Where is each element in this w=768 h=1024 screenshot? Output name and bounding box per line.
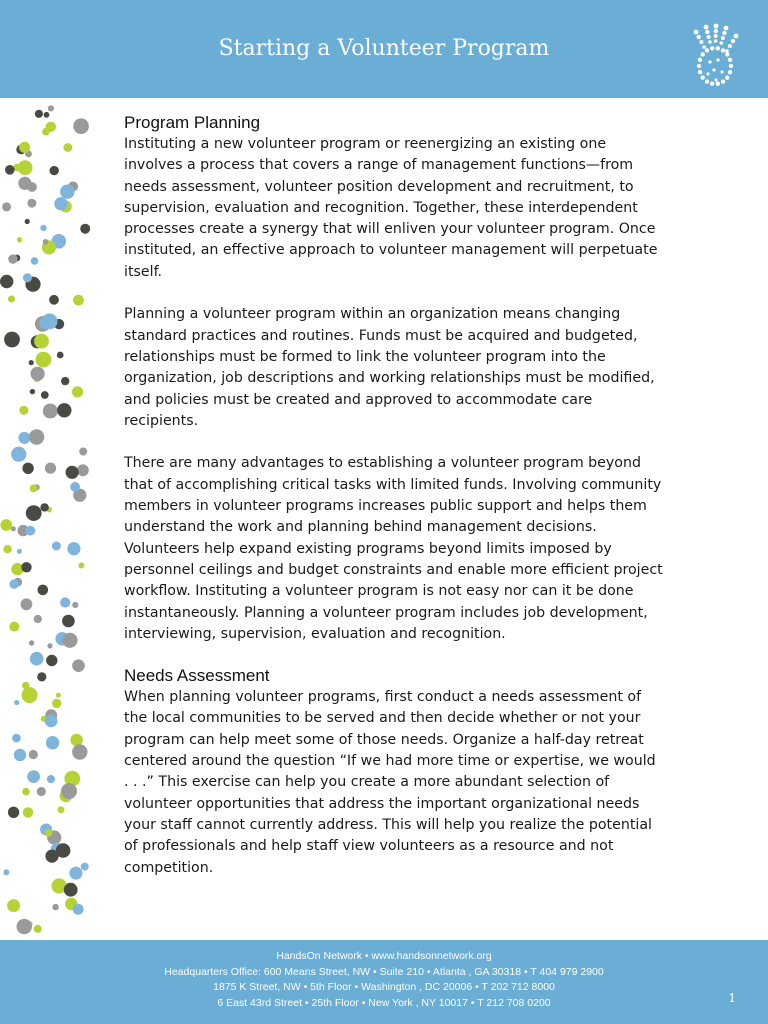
decorative-dot (3, 869, 9, 875)
decorative-dot (69, 867, 82, 880)
logo-dot (722, 31, 726, 35)
decorative-dot (62, 633, 77, 648)
decorative-dot (14, 700, 19, 705)
footer-line: 6 East 43rd Street • 25th Floor • New York , NY 10017 • T 212 708 0200 (217, 996, 551, 1009)
decorative-dot (0, 519, 12, 531)
decorative-dot (46, 122, 56, 132)
decorative-dot (8, 807, 19, 818)
decorative-dot (30, 652, 44, 666)
logo-dot (710, 46, 714, 50)
logo-dot (728, 58, 732, 62)
decorative-dot (9, 579, 19, 589)
logo-dot (714, 39, 718, 43)
logo-dot (705, 48, 709, 52)
decorative-dot (45, 829, 53, 837)
logo-dot (706, 72, 709, 75)
decorative-dot (73, 295, 84, 306)
logo-dot (694, 30, 699, 35)
logo-dot (710, 82, 714, 86)
logo-dot (721, 36, 725, 40)
page-footer (0, 940, 768, 1024)
logo-dot (721, 48, 725, 52)
logo-dot (714, 34, 718, 38)
logo-dot (716, 58, 719, 61)
decorative-dot (8, 254, 17, 263)
decorative-dot (46, 736, 59, 749)
page-number: 1 (728, 991, 736, 1005)
logo-dot (708, 40, 712, 44)
decorative-dot (34, 925, 42, 933)
section-heading: Needs Assessment (124, 666, 270, 686)
decorative-dot (52, 699, 61, 708)
decorative-dot (21, 562, 31, 572)
decorative-dot (21, 598, 33, 610)
decorative-dot (54, 197, 67, 210)
decorative-dot (61, 377, 69, 385)
decorative-dot (40, 503, 48, 511)
decorative-dot (45, 715, 58, 728)
logo-dot (712, 68, 715, 71)
logo-dot (698, 70, 702, 74)
decorative-dot (22, 463, 33, 474)
decorative-dot (37, 787, 46, 796)
logo-dot (724, 26, 729, 31)
decorative-dot (72, 659, 85, 672)
decorative-dot (72, 744, 87, 759)
decorative-dot (14, 749, 26, 761)
decorative-dot (29, 429, 44, 444)
logo-dot (716, 82, 720, 86)
decorative-dot (47, 643, 52, 648)
handprint-logo-icon (682, 22, 748, 94)
section-program-planning (124, 112, 664, 645)
decorative-dot (27, 199, 36, 208)
decorative-dot (45, 850, 58, 863)
decorative-dot (19, 142, 30, 153)
footer-line: Headquarters Office: 600 Means Street, NW • Suite 210 • Atlanta , GA 30318 • T 404 979 2900 (164, 965, 604, 978)
decorative-dot (46, 655, 57, 666)
decorative-dot (58, 806, 65, 813)
logo-dot (729, 64, 733, 68)
decorative-dot (52, 542, 61, 551)
decorative-dot (57, 403, 71, 417)
footer-line: 1875 K Street, NW • 5th Floor • Washington , DC 20006 • T 202 712 8000 (213, 981, 555, 993)
logo-dot (714, 29, 718, 33)
logo-dot (698, 58, 702, 62)
decorative-dot (62, 615, 75, 628)
decorative-dot (70, 482, 80, 492)
decorative-dot (18, 432, 30, 444)
footer-line: HandsOn Network • www.handsonnetwork.org (276, 950, 492, 962)
decorative-dot (30, 367, 44, 381)
logo-dot (725, 49, 729, 53)
decorative-dot (47, 775, 55, 783)
decorative-dot (49, 295, 59, 305)
decorative-dot (0, 275, 13, 288)
logo-dot (705, 79, 709, 83)
decorative-dot (42, 314, 58, 330)
decorative-dot (18, 177, 31, 190)
logo-dot (728, 44, 732, 48)
decorative-dot (23, 273, 32, 282)
decorative-dot (72, 386, 83, 397)
decorative-dot (52, 904, 58, 910)
decorative-dot (63, 143, 72, 152)
decorative-dot (17, 237, 22, 242)
decorative-dot (60, 597, 70, 607)
logo-dot (725, 75, 729, 79)
logo-dot (697, 64, 701, 68)
logo-dot (697, 35, 701, 39)
decorative-dot (26, 526, 36, 536)
decorative-dot (2, 202, 11, 211)
decorative-dot (41, 391, 49, 399)
section-needs-assessment (124, 665, 664, 879)
page-header (0, 0, 768, 98)
logo-dot (716, 46, 720, 50)
logo-dot (731, 39, 735, 43)
decorative-dot (3, 545, 11, 553)
logo-dot (720, 41, 724, 45)
decorative-dot (43, 239, 49, 245)
decorative-dot (81, 863, 89, 871)
main-content (124, 112, 664, 879)
decorative-dot (67, 542, 80, 555)
logo-dot (701, 75, 705, 79)
logo-dot (707, 35, 711, 39)
decorative-dot (29, 640, 34, 645)
decorative-dot (19, 406, 28, 415)
decorative-dot (17, 919, 32, 934)
decorative-dot (56, 693, 61, 698)
decorative-dot (44, 112, 50, 118)
decorative-dot (50, 166, 59, 175)
paragraph: Planning a volunteer program within an organization means changing standard practices and routines. Funds must be acquired and budgeted, relationships must be formed to link the volunteer program into the organization, job descriptions and working relationships must be modified, and policies must be created and approved to accommodate care recipients. (124, 306, 655, 429)
decorative-dot (36, 352, 52, 368)
logo-dot (725, 52, 729, 56)
footer-contact-info (0, 949, 768, 1011)
decorative-dot (64, 883, 78, 897)
paragraph: When planning volunteer programs, first conduct a needs assessment of the local communities to be served and then decide whether or not your program can help meet some of those needs. Organize a half-day retreat centered around the question “If we had more time or expertise, we would . . .” This exercise can help you create a more abundant selection of volunteer opportunities that address the important organizational needs your staff cannot currently address. This will help you realize the potential of professionals and help staff view volunteers as a resource and not competition. (124, 689, 656, 876)
logo-dot (714, 78, 717, 81)
decorative-dot (48, 105, 54, 111)
paragraph: There are many advantages to establishing a volunteer program beyond that of accomplishing critical tasks with limited funds. Involving community members in volunteer programs increases public support and helps them understand the work and planning behind management decisions. Volunteers help expand existing programs beyond limits imposed by personnel ceilings and budget constraints and enable more efficient project workflow. Instituting a volunteer program is not easy nor can it be done instantaneously. Planning a volunteer program includes job development, interviewing, supervision, evaluation and recognition. (124, 455, 663, 642)
decorative-dot (35, 110, 43, 118)
decorative-dot (30, 389, 35, 394)
decorative-dot (22, 788, 30, 796)
decorative-dot (66, 466, 79, 479)
logo-dot (699, 40, 703, 44)
decorative-dot (37, 672, 46, 681)
logo-dot (728, 70, 732, 74)
decorative-dot (72, 602, 78, 608)
decorative-dot (9, 622, 19, 632)
decorative-dot (29, 750, 38, 759)
decorative-dot (17, 549, 22, 554)
logo-dot (701, 52, 705, 56)
logo-dot (721, 79, 725, 83)
decorative-dot (26, 505, 42, 521)
decorative-dot (60, 185, 74, 199)
decorative-dot (5, 165, 15, 175)
decorative-dot (38, 585, 49, 596)
decorative-dot (57, 352, 64, 359)
decorative-dot (7, 899, 20, 912)
logo-dot (708, 60, 711, 63)
decorative-dot (45, 463, 56, 474)
decorative-dot (29, 360, 34, 365)
paragraph: Instituting a new volunteer program or reenergizing an existing one involves a process that covers a range of management functions—from needs assessment, volunteer position development and recruitment, to supervision, evaluation and recognition. Together, these interdependent processes create a synergy that will enliven your volunteer program. Once instituted, an effective approach to volunteer management will perpetuate itself. (124, 136, 658, 280)
decorative-dot (79, 448, 87, 456)
decorative-dots-pattern (0, 98, 100, 940)
decorative-dot (77, 464, 89, 476)
decorative-dot (23, 807, 33, 817)
decorative-dot (12, 734, 21, 743)
decorative-dot (22, 687, 38, 703)
decorative-dot (61, 783, 77, 799)
decorative-dot (25, 219, 30, 224)
decorative-dot (34, 615, 42, 623)
logo-dot (734, 34, 739, 39)
logo-dot (714, 24, 719, 29)
logo-dot (702, 45, 706, 49)
page-title: Starting a Volunteer Program (218, 36, 550, 61)
decorative-dot (70, 734, 82, 746)
logo-dot (720, 70, 723, 73)
decorative-dot (40, 225, 46, 231)
decorative-dot (43, 404, 58, 419)
decorative-dot (80, 224, 90, 234)
decorative-dot (73, 904, 84, 915)
decorative-dot (73, 118, 89, 134)
logo-dot (704, 25, 709, 30)
decorative-dot (4, 332, 20, 348)
section-heading: Program Planning (124, 113, 261, 132)
decorative-dot (78, 563, 84, 569)
decorative-dot (11, 447, 26, 462)
decorative-dot (8, 296, 15, 303)
decorative-dot (31, 257, 39, 265)
decorative-dot (27, 770, 40, 783)
logo-dot (705, 30, 709, 34)
decorative-dot (30, 485, 38, 493)
decorative-dot (34, 334, 49, 349)
